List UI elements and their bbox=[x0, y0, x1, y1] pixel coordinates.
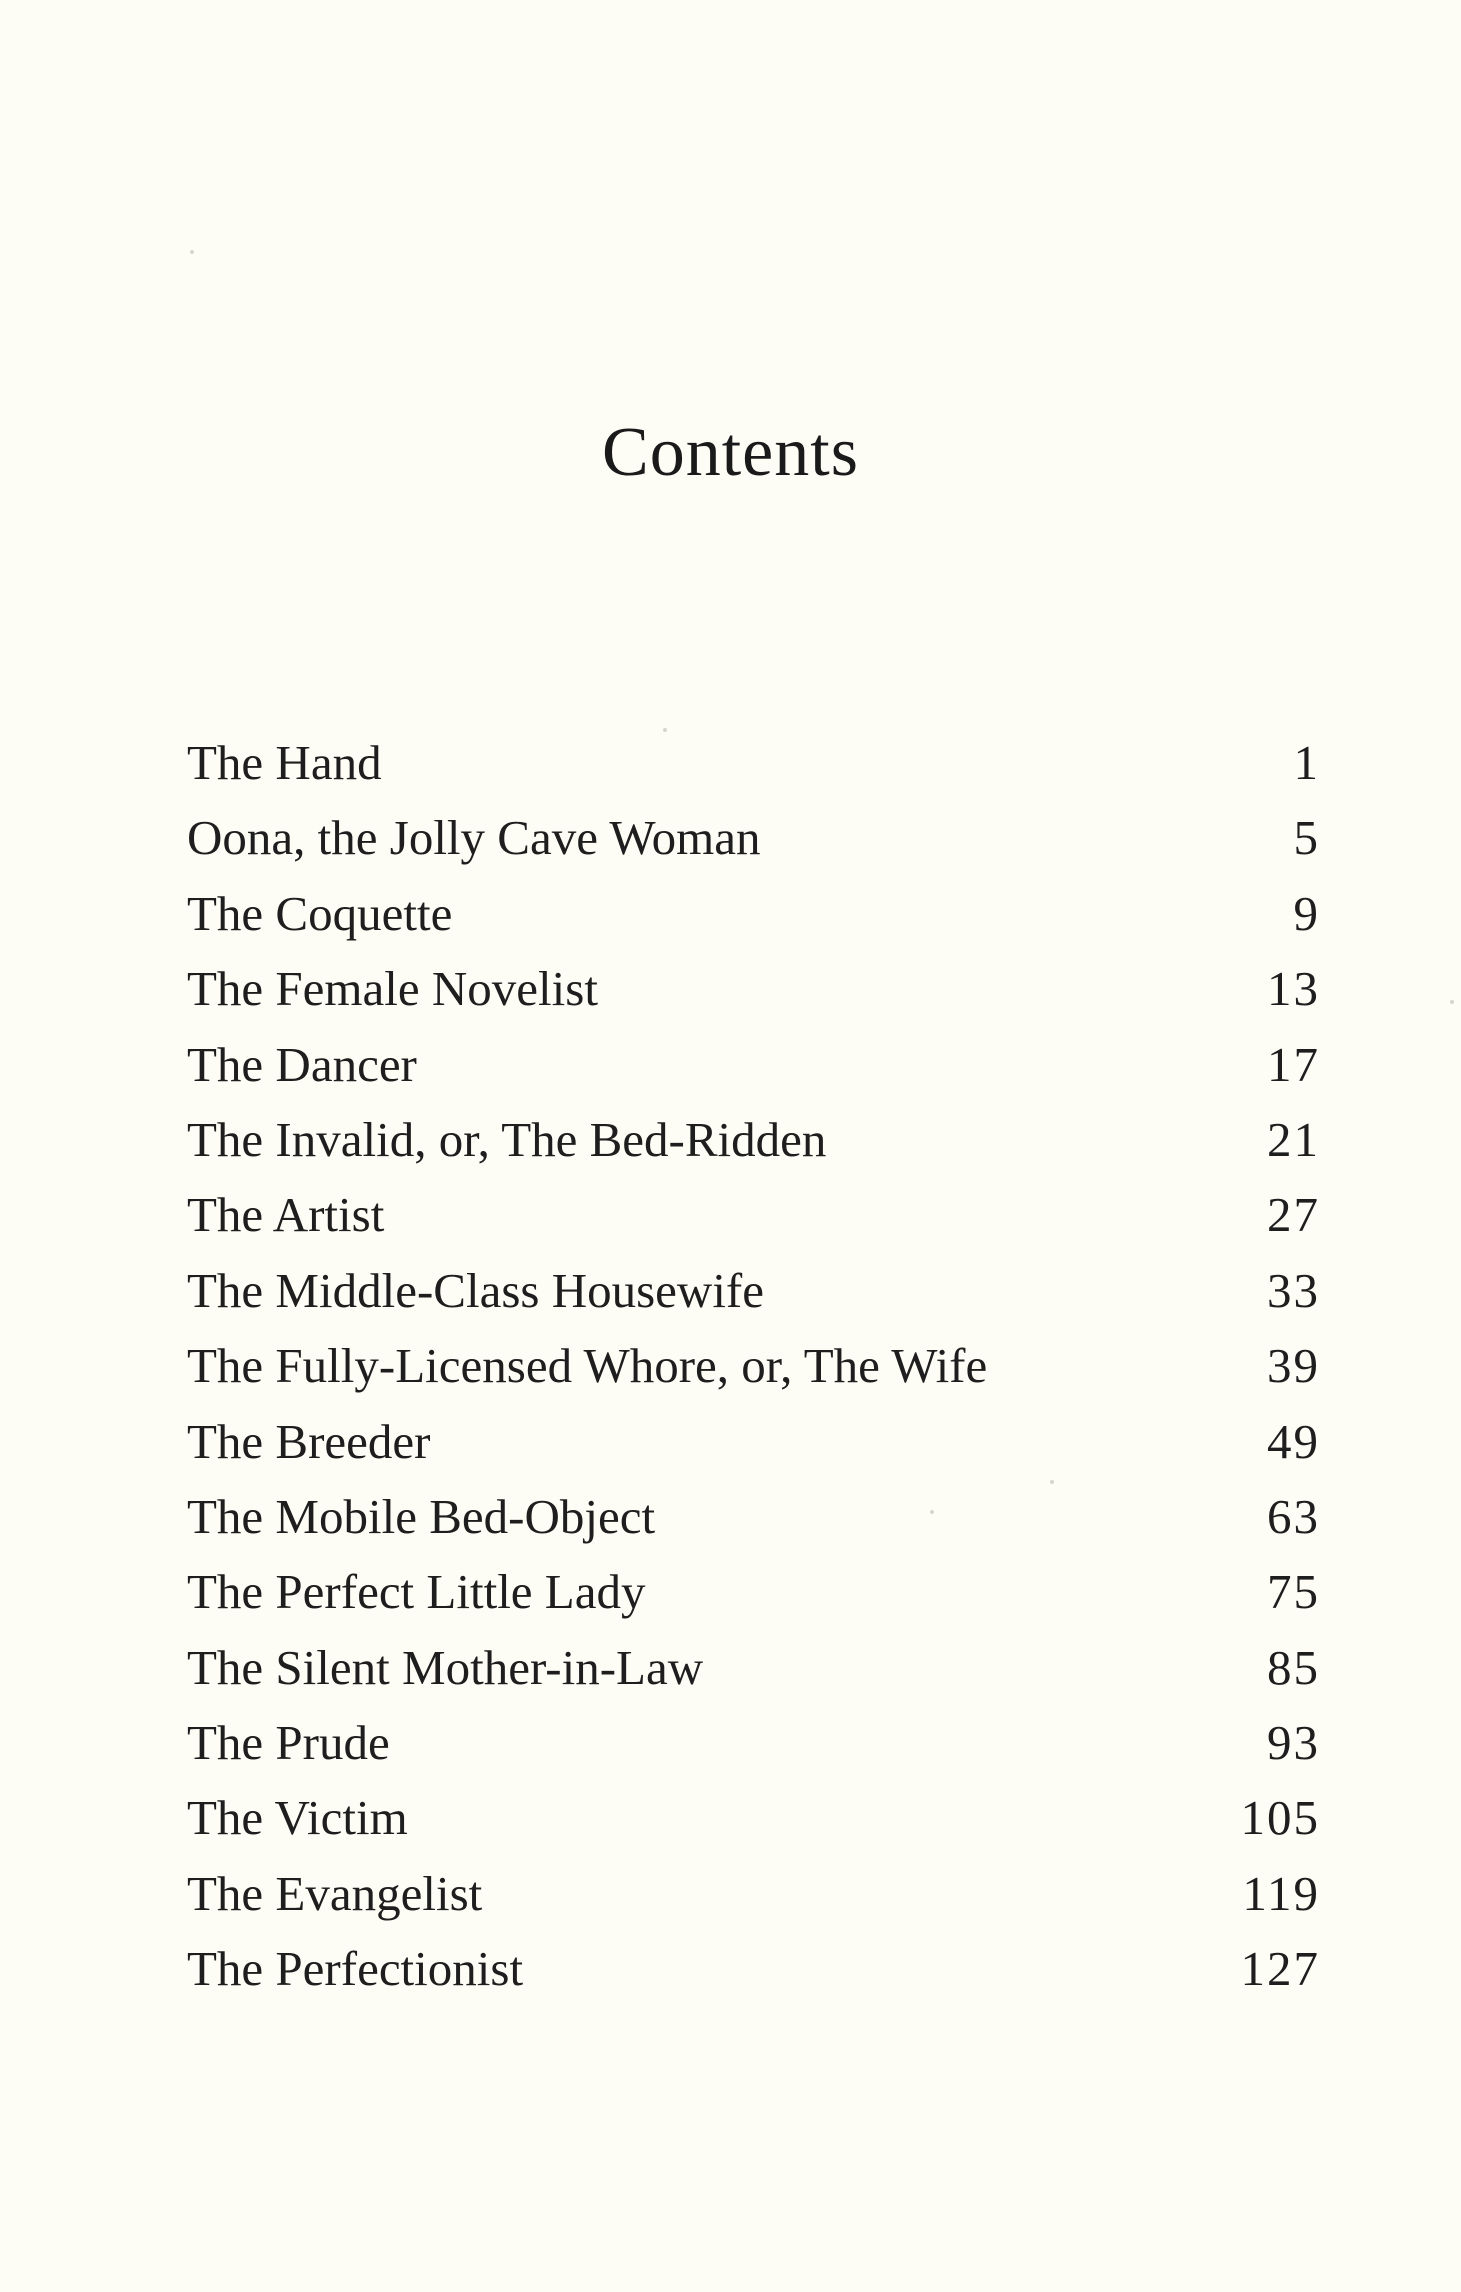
toc-entry-title: The Prude bbox=[187, 1715, 390, 1771]
toc-entry bbox=[187, 1639, 1320, 1718]
toc-entry-page: 13 bbox=[1267, 961, 1320, 1017]
toc-entry-title: The Breeder bbox=[187, 1413, 431, 1469]
toc-entry-page: 105 bbox=[1240, 1790, 1320, 1846]
paper-speck bbox=[663, 728, 667, 732]
toc-entry-page: 1 bbox=[1293, 735, 1320, 790]
toc-entry bbox=[187, 885, 1320, 964]
toc-entry bbox=[187, 961, 1320, 1039]
toc-entry bbox=[187, 1564, 1320, 1642]
toc-entry bbox=[187, 735, 1320, 813]
toc-entry bbox=[187, 1715, 1320, 1793]
toc-entry bbox=[187, 1790, 1320, 1868]
toc-entry-title: The Invalid, or, The Bed-Ridden bbox=[187, 1111, 827, 1167]
toc-entry-page: 119 bbox=[1242, 1865, 1320, 1921]
toc-entry-page: 9 bbox=[1293, 885, 1320, 941]
toc-entry-title: The Silent Mother-in-Law bbox=[187, 1639, 704, 1695]
toc-entry-page: 39 bbox=[1267, 1338, 1320, 1394]
toc-entry-page: 85 bbox=[1267, 1639, 1320, 1695]
toc-entry bbox=[187, 1262, 1320, 1341]
toc-entry-page: 33 bbox=[1267, 1262, 1320, 1318]
toc-entry-page: 127 bbox=[1240, 1941, 1320, 1997]
toc-entry-title: The Evangelist bbox=[187, 1865, 483, 1921]
toc-entry bbox=[187, 1187, 1320, 1265]
toc-entry-title: The Mobile Bed-Object bbox=[187, 1488, 656, 1544]
toc-entry-page: 63 bbox=[1267, 1488, 1320, 1544]
toc-entry bbox=[187, 1865, 1320, 1944]
toc-entry-title: The Perfect Little Lady bbox=[187, 1564, 646, 1620]
toc-entry-title: The Female Novelist bbox=[187, 961, 598, 1017]
toc-entry-title: The Dancer bbox=[187, 1036, 417, 1092]
toc-entry bbox=[187, 1338, 1320, 1416]
page-title: Contents bbox=[602, 414, 859, 491]
toc-entry-page: 21 bbox=[1267, 1111, 1320, 1167]
toc-entry-page: 5 bbox=[1293, 810, 1320, 866]
toc-entry-title: Oona, the Jolly Cave Woman bbox=[187, 810, 761, 866]
toc-entry bbox=[187, 810, 1320, 888]
toc-entry bbox=[187, 1488, 1320, 1567]
toc-entry-title: The Fully-Licensed Whore, or, The Wife bbox=[187, 1338, 988, 1394]
toc-entry-page: 49 bbox=[1267, 1413, 1320, 1469]
toc-entry bbox=[187, 1036, 1320, 1115]
toc-entry-page: 17 bbox=[1267, 1036, 1320, 1092]
paper-speck bbox=[1450, 1000, 1454, 1004]
toc-entry-title: The Hand bbox=[187, 735, 382, 790]
toc-entry-page: 93 bbox=[1267, 1715, 1320, 1771]
toc-entry bbox=[187, 1413, 1320, 1492]
paper-speck bbox=[190, 250, 194, 254]
toc-entry bbox=[187, 1941, 1320, 2019]
toc-entry-title: The Perfectionist bbox=[187, 1941, 524, 1997]
toc-entry-title: The Middle-Class Housewife bbox=[187, 1262, 764, 1318]
toc-entry-title: The Artist bbox=[187, 1187, 385, 1243]
toc-entry-title: The Victim bbox=[187, 1790, 408, 1846]
table-of-contents bbox=[187, 735, 1320, 2020]
toc-entry-page: 75 bbox=[1267, 1564, 1320, 1620]
toc-entry-title: The Coquette bbox=[187, 885, 453, 941]
toc-entry-page: 27 bbox=[1267, 1187, 1320, 1243]
toc-entry bbox=[187, 1111, 1320, 1190]
